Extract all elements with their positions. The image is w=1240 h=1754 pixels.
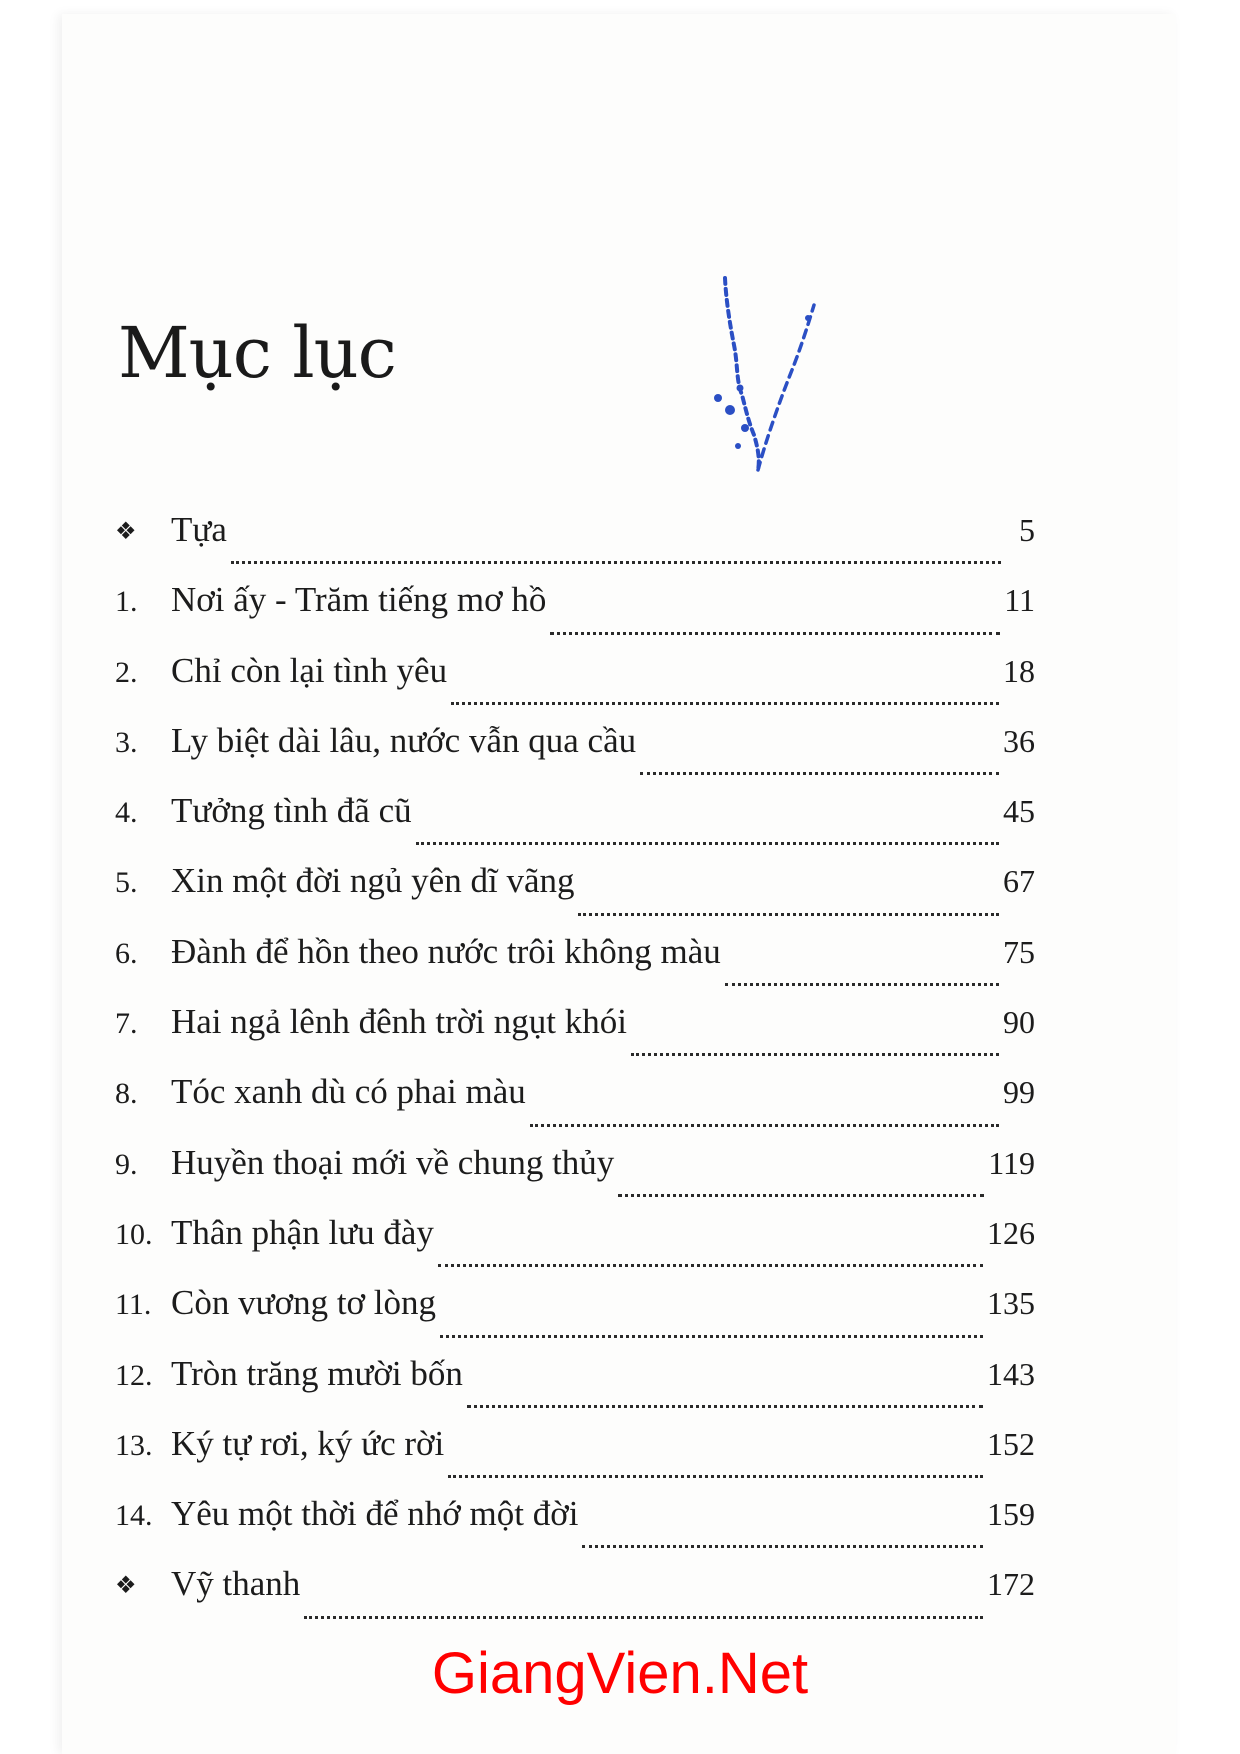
toc-entry-number: 12. bbox=[115, 1358, 153, 1392]
toc-entry-page: 159 bbox=[987, 1496, 1035, 1533]
toc-entry-page: 119 bbox=[988, 1144, 1035, 1181]
toc-entry bbox=[115, 1002, 1035, 1072]
toc-entry-number: 5. bbox=[115, 866, 138, 900]
toc-entry bbox=[115, 1354, 1035, 1424]
dot-leader bbox=[582, 1544, 983, 1548]
dot-leader bbox=[618, 1193, 984, 1197]
toc-entry-page: 11 bbox=[1004, 582, 1035, 619]
toc-entry-title: Thân phận lưu đày bbox=[171, 1212, 434, 1252]
four-diamond-bullet-icon: ❖ bbox=[115, 1573, 137, 1600]
dot-leader bbox=[550, 631, 1000, 635]
dot-leader bbox=[438, 1263, 983, 1267]
toc-entry-title: Huyền thoại mới về chung thủy bbox=[171, 1142, 615, 1182]
toc-entry-page: 67 bbox=[1003, 863, 1035, 900]
toc-entry-number: 10. bbox=[115, 1217, 153, 1251]
dot-leader bbox=[725, 982, 999, 986]
dot-leader bbox=[640, 771, 999, 775]
dot-leader bbox=[440, 1334, 983, 1338]
dot-leader bbox=[530, 1123, 999, 1127]
toc-entry-number: 2. bbox=[115, 655, 138, 689]
handwritten-signature bbox=[690, 270, 850, 480]
toc-entry-title: Tóc xanh dù có phai màu bbox=[171, 1072, 526, 1112]
toc-entry-page: 172 bbox=[987, 1566, 1035, 1603]
toc-entry-page: 152 bbox=[987, 1425, 1035, 1462]
toc-entry bbox=[115, 1494, 1035, 1564]
dot-leader bbox=[578, 912, 999, 916]
toc-entry-number: 7. bbox=[115, 1007, 138, 1041]
toc-entry-title: Vỹ thanh bbox=[171, 1564, 301, 1604]
toc-entry-title: Ly biệt dài lâu, nước vẫn qua cầu bbox=[171, 720, 637, 760]
toc-entry bbox=[115, 580, 1035, 650]
dot-leader bbox=[304, 1615, 983, 1619]
dot-leader bbox=[416, 841, 999, 845]
toc-entry-title: Chỉ còn lại tình yêu bbox=[171, 650, 448, 690]
toc-entry bbox=[115, 791, 1035, 861]
toc-entry bbox=[115, 932, 1035, 1002]
toc-entry-title: Còn vương tơ lòng bbox=[171, 1283, 437, 1323]
toc-entry bbox=[115, 651, 1035, 721]
toc-entry-title: Hai ngả lênh đênh trời ngụt khói bbox=[171, 1002, 627, 1042]
toc-entry-page: 126 bbox=[987, 1214, 1035, 1251]
toc-entry-number: 3. bbox=[115, 725, 138, 759]
toc-entry-number: 6. bbox=[115, 936, 138, 970]
dot-leader bbox=[451, 701, 999, 705]
toc-entry bbox=[115, 510, 1035, 580]
toc-entry-number: 9. bbox=[115, 1147, 138, 1181]
toc-entry-number: 14. bbox=[115, 1499, 153, 1533]
toc-entry-title: Xin một đời ngủ yên dĩ vãng bbox=[171, 861, 575, 901]
toc-entry bbox=[115, 1424, 1035, 1494]
toc-entry-title: Tựa bbox=[171, 510, 227, 549]
toc-entry-title: Tròn trăng mười bốn bbox=[171, 1353, 463, 1393]
four-diamond-bullet-icon: ❖ bbox=[115, 519, 137, 545]
toc-entry-number: 11. bbox=[115, 1288, 152, 1322]
toc-entry-number: 8. bbox=[115, 1077, 138, 1111]
toc-entry bbox=[115, 861, 1035, 931]
toc-entry-page: 18 bbox=[1003, 652, 1035, 689]
toc-entry-number: 13. bbox=[115, 1428, 153, 1462]
toc-entry-page: 143 bbox=[987, 1355, 1035, 1392]
toc-entry-title: Tưởng tình đã cũ bbox=[171, 791, 412, 831]
toc-entry-page: 90 bbox=[1003, 1004, 1035, 1041]
toc-entry-page: 75 bbox=[1003, 933, 1035, 970]
toc-entry-number: 4. bbox=[115, 796, 138, 830]
watermark-text: GiangVien.Net bbox=[431, 1641, 809, 1706]
toc-entry-title: Ký tự rơi, ký ức rời bbox=[171, 1423, 445, 1463]
table-of-contents bbox=[115, 510, 1035, 1635]
toc-entry-number: 1. bbox=[115, 585, 138, 619]
toc-entry bbox=[115, 721, 1035, 791]
toc-entry-title: Đành để hồn theo nước trôi không màu bbox=[171, 931, 721, 971]
toc-entry-page: 45 bbox=[1003, 793, 1035, 830]
toc-entry bbox=[115, 1283, 1035, 1353]
toc-entry-title: Nơi ấy - Trăm tiếng mơ hồ bbox=[171, 580, 547, 620]
dot-leader bbox=[467, 1404, 983, 1408]
toc-entry-page: 5 bbox=[1019, 512, 1035, 548]
toc-entry bbox=[115, 1143, 1035, 1213]
toc-entry-title: Yêu một thời để nhớ một đời bbox=[171, 1494, 579, 1534]
toc-entry-page: 135 bbox=[987, 1285, 1035, 1322]
toc-entry-page: 99 bbox=[1003, 1074, 1035, 1111]
dot-leader bbox=[448, 1474, 983, 1478]
page-title: Mục lục bbox=[118, 312, 396, 394]
toc-entry-page: 36 bbox=[1003, 722, 1035, 759]
toc-entry bbox=[115, 1072, 1035, 1142]
toc-entry bbox=[115, 1213, 1035, 1283]
toc-entry bbox=[115, 1564, 1035, 1634]
dot-leader bbox=[631, 1052, 999, 1056]
dot-leader bbox=[231, 560, 1001, 564]
